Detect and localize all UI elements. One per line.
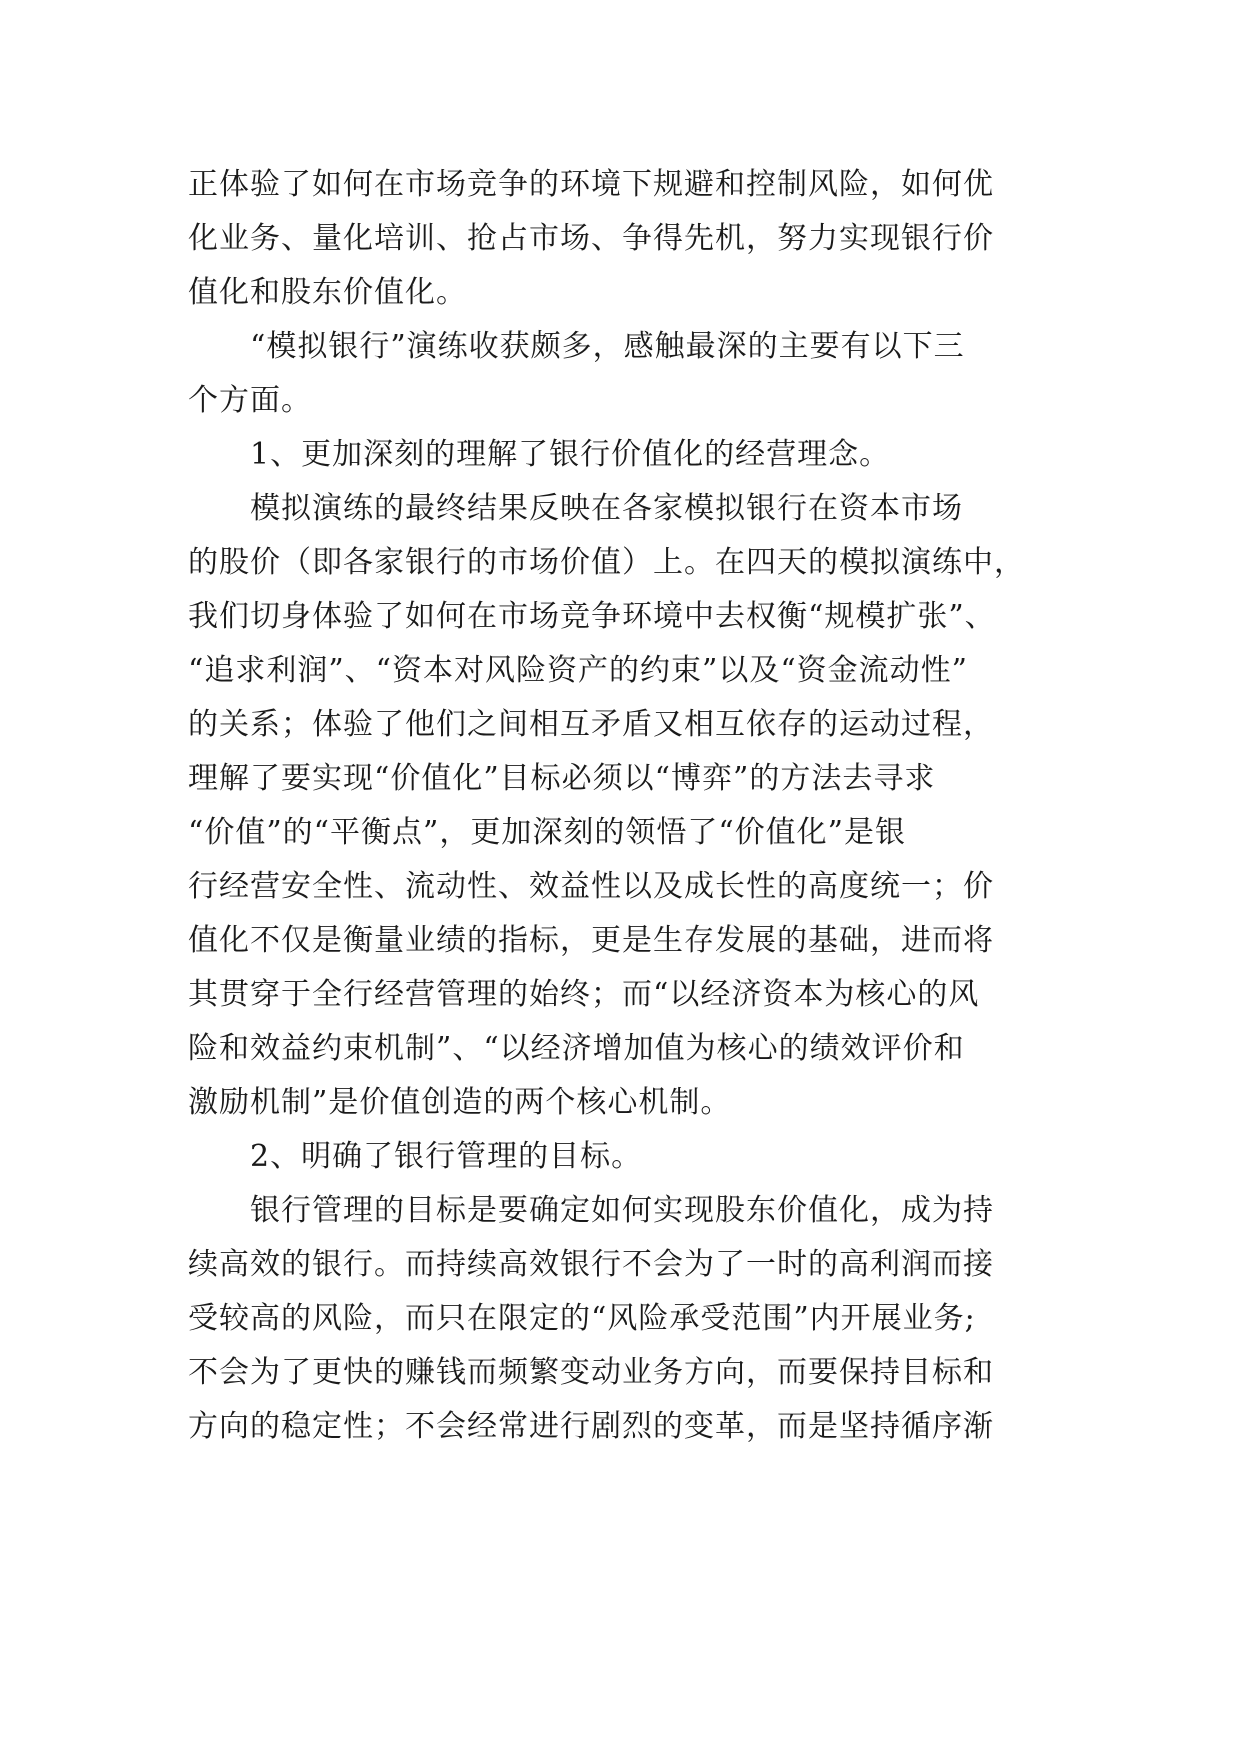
text-line: 我们切身体验了如何在市场竞争环境中去权衡“规模扩张”、	[188, 599, 996, 634]
text-line: 受较高的风险，而只在限定的“风险承受范围”内开展业务;	[188, 1301, 976, 1336]
text-line: 化业务、量化培训、抢占市场、争得先机，努力实现银行价	[188, 221, 994, 256]
text-line: 理解了要实现“价值化”目标必须以“博弈”的方法去寻求	[188, 761, 936, 796]
text-line: 方向的稳定性；不会经常进行剧烈的变革，而是坚持循序渐	[188, 1409, 994, 1444]
text-line: 其贯穿于全行经营管理的始终；而“以经济资本为核心的风	[188, 977, 980, 1012]
text-line: “价值”的“平衡点”，更加深刻的领悟了“价值化”是银	[188, 815, 907, 850]
text-line: 行经营安全性、流动性、效益性以及成长性的高度统一；价	[188, 869, 994, 904]
text-line: “追求利润”、“资本对风险资产的约束”以及“资金流动性”	[188, 653, 969, 688]
text-line: 不会为了更快的赚钱而频繁变动业务方向，而要保持目标和	[188, 1355, 994, 1390]
text-line: 模拟演练的最终结果反映在各家模拟银行在资本市场	[250, 491, 963, 526]
text-line: 激励机制”是价值创造的两个核心机制。	[188, 1085, 732, 1120]
document-body	[188, 158, 1088, 1454]
text-line: 正体验了如何在市场竞争的环境下规避和控制风险，如何优	[188, 167, 994, 202]
text-line: “模拟银行”演练收获颇多，感触最深的主要有以下三	[250, 329, 965, 364]
text-line: 个方面。	[188, 383, 312, 418]
text-line: 险和效益约束机制”、“以经济增加值为核心的绩效评价和	[188, 1031, 965, 1066]
text-line: 的股价（即各家银行的市场价值）上。在四天的模拟演练中，	[188, 545, 1025, 580]
text-line: 的关系；体验了他们之间相互矛盾又相互依存的运动过程，	[188, 707, 994, 742]
section-heading: 2、明确了银行管理的目标。	[250, 1139, 643, 1174]
text-line: 银行管理的目标是要确定如何实现股东价值化，成为持	[250, 1193, 994, 1228]
text-line: 值化和股东价值化。	[188, 275, 467, 310]
text-line: 续高效的银行。而持续高效银行不会为了一时的高利润而接	[188, 1247, 994, 1282]
section-heading: 1、更加深刻的理解了银行价值化的经营理念。	[250, 437, 891, 472]
text-line: 值化不仅是衡量业绩的指标，更是生存发展的基础，进而将	[188, 923, 994, 958]
